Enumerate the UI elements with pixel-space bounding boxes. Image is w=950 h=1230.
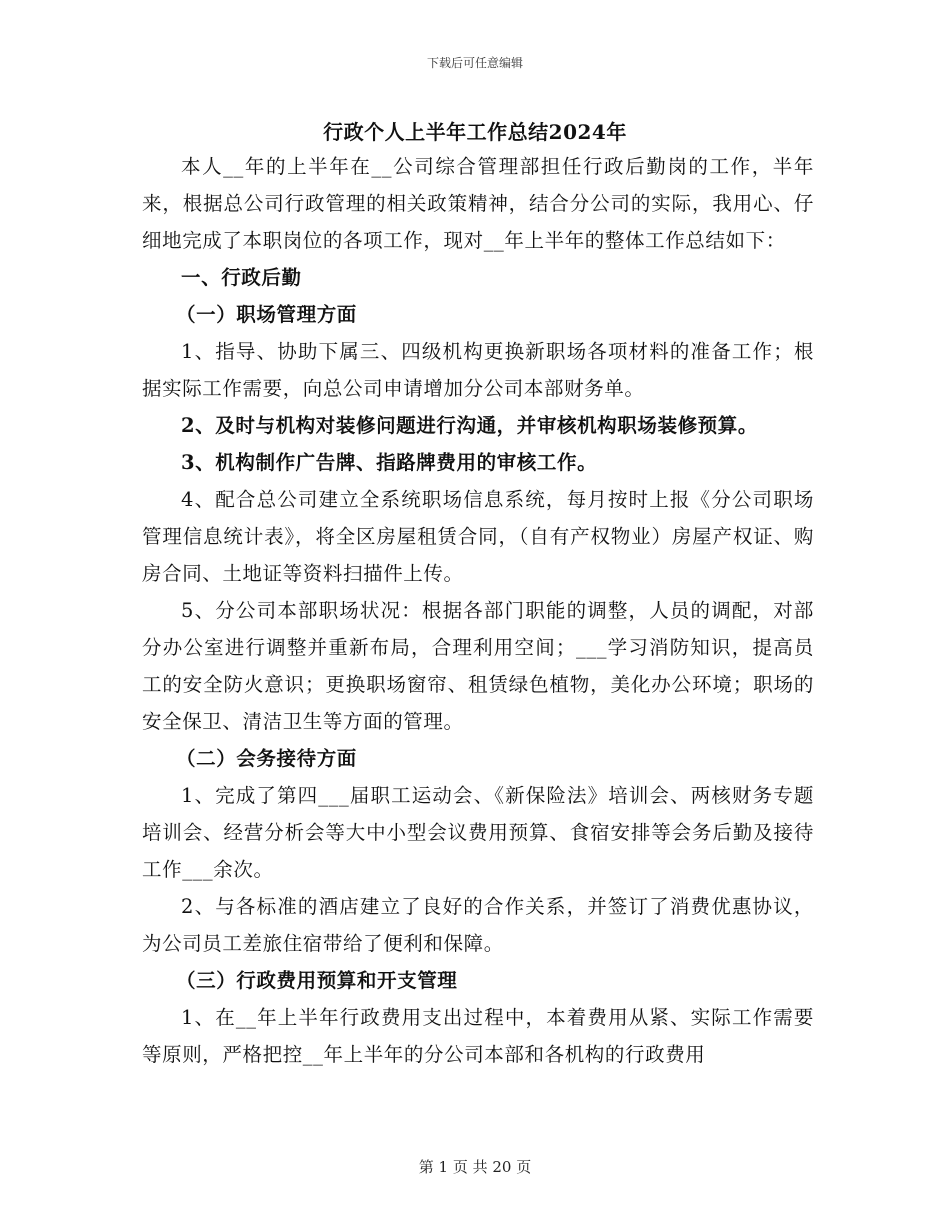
document-title: 行政个人上半年工作总结2024年 <box>323 120 627 144</box>
list-item: 2、及时与机构对装修问题进行沟通，并审核机构职场装修预算。 <box>181 414 758 437</box>
subheading-admin-budget: （三）行政费用预算和开支管理 <box>176 969 458 992</box>
list-item: 1、指导、协助下属三、四级机构更换新职场各项材料的准备工作；根据实际工作需要，向总公司申请增加分公司本部财务单。 <box>142 340 814 400</box>
page-footer: 第 1 页 共 20 页 <box>418 1158 532 1176</box>
list-item: 1、完成了第四___届职工运动会、《新保险法》培训会、两核财务专题培训会、经营分析会等大中小型会议费用预算、食宿安排等会务后勤及接待工作___余次。 <box>142 784 814 881</box>
list-item: 4、配合总公司建立全系统职场信息系统，每月按时上报《分公司职场管理信息统计表》，将全区房屋租赁合同，（自有产权物业）房屋产权证、购房合同、土地证等资料扫描件上传。 <box>142 488 814 585</box>
header-note: 下载后可任意编辑 <box>426 56 523 70</box>
intro-paragraph: 本人__年的上半年在__公司综合管理部担任行政后勤岗的工作，半年来，根据总公司行政管理的相关政策精神，结合分公司的实际，我用心、仔细地完成了本职岗位的各项工作，现对__年上半年的整体工作总结如下： <box>142 155 814 252</box>
list-item: 5、分公司本部职场状况：根据各部门职能的调整，人员的调配，对部分办公室进行调整并重新布局，合理利用空间；___学习消防知识，提高员工的安全防火意识；更换职场窗帘、租赁绿色植物，美化办公环境；职场的安全保卫、清洁卫生等方面的管理。 <box>142 599 814 733</box>
list-item: 2、与各标准的酒店建立了良好的合作关系，并签订了消费优惠协议，为公司员工差旅住宿带给了便利和保障。 <box>142 895 814 955</box>
document-body <box>142 148 814 1073</box>
section-heading-admin-logistics: 一、行政后勤 <box>181 266 302 289</box>
list-item: 1、在__年上半年行政费用支出过程中，本着费用从紧、实际工作需要等原则，严格把控__年上半年的分公司本部和各机构的行政费用 <box>142 1006 814 1066</box>
subheading-meeting-reception: （二）会务接待方面 <box>176 747 357 770</box>
subheading-workplace-management: （一）职场管理方面 <box>176 303 357 326</box>
list-item: 3、机构制作广告牌、指路牌费用的审核工作。 <box>181 451 598 474</box>
